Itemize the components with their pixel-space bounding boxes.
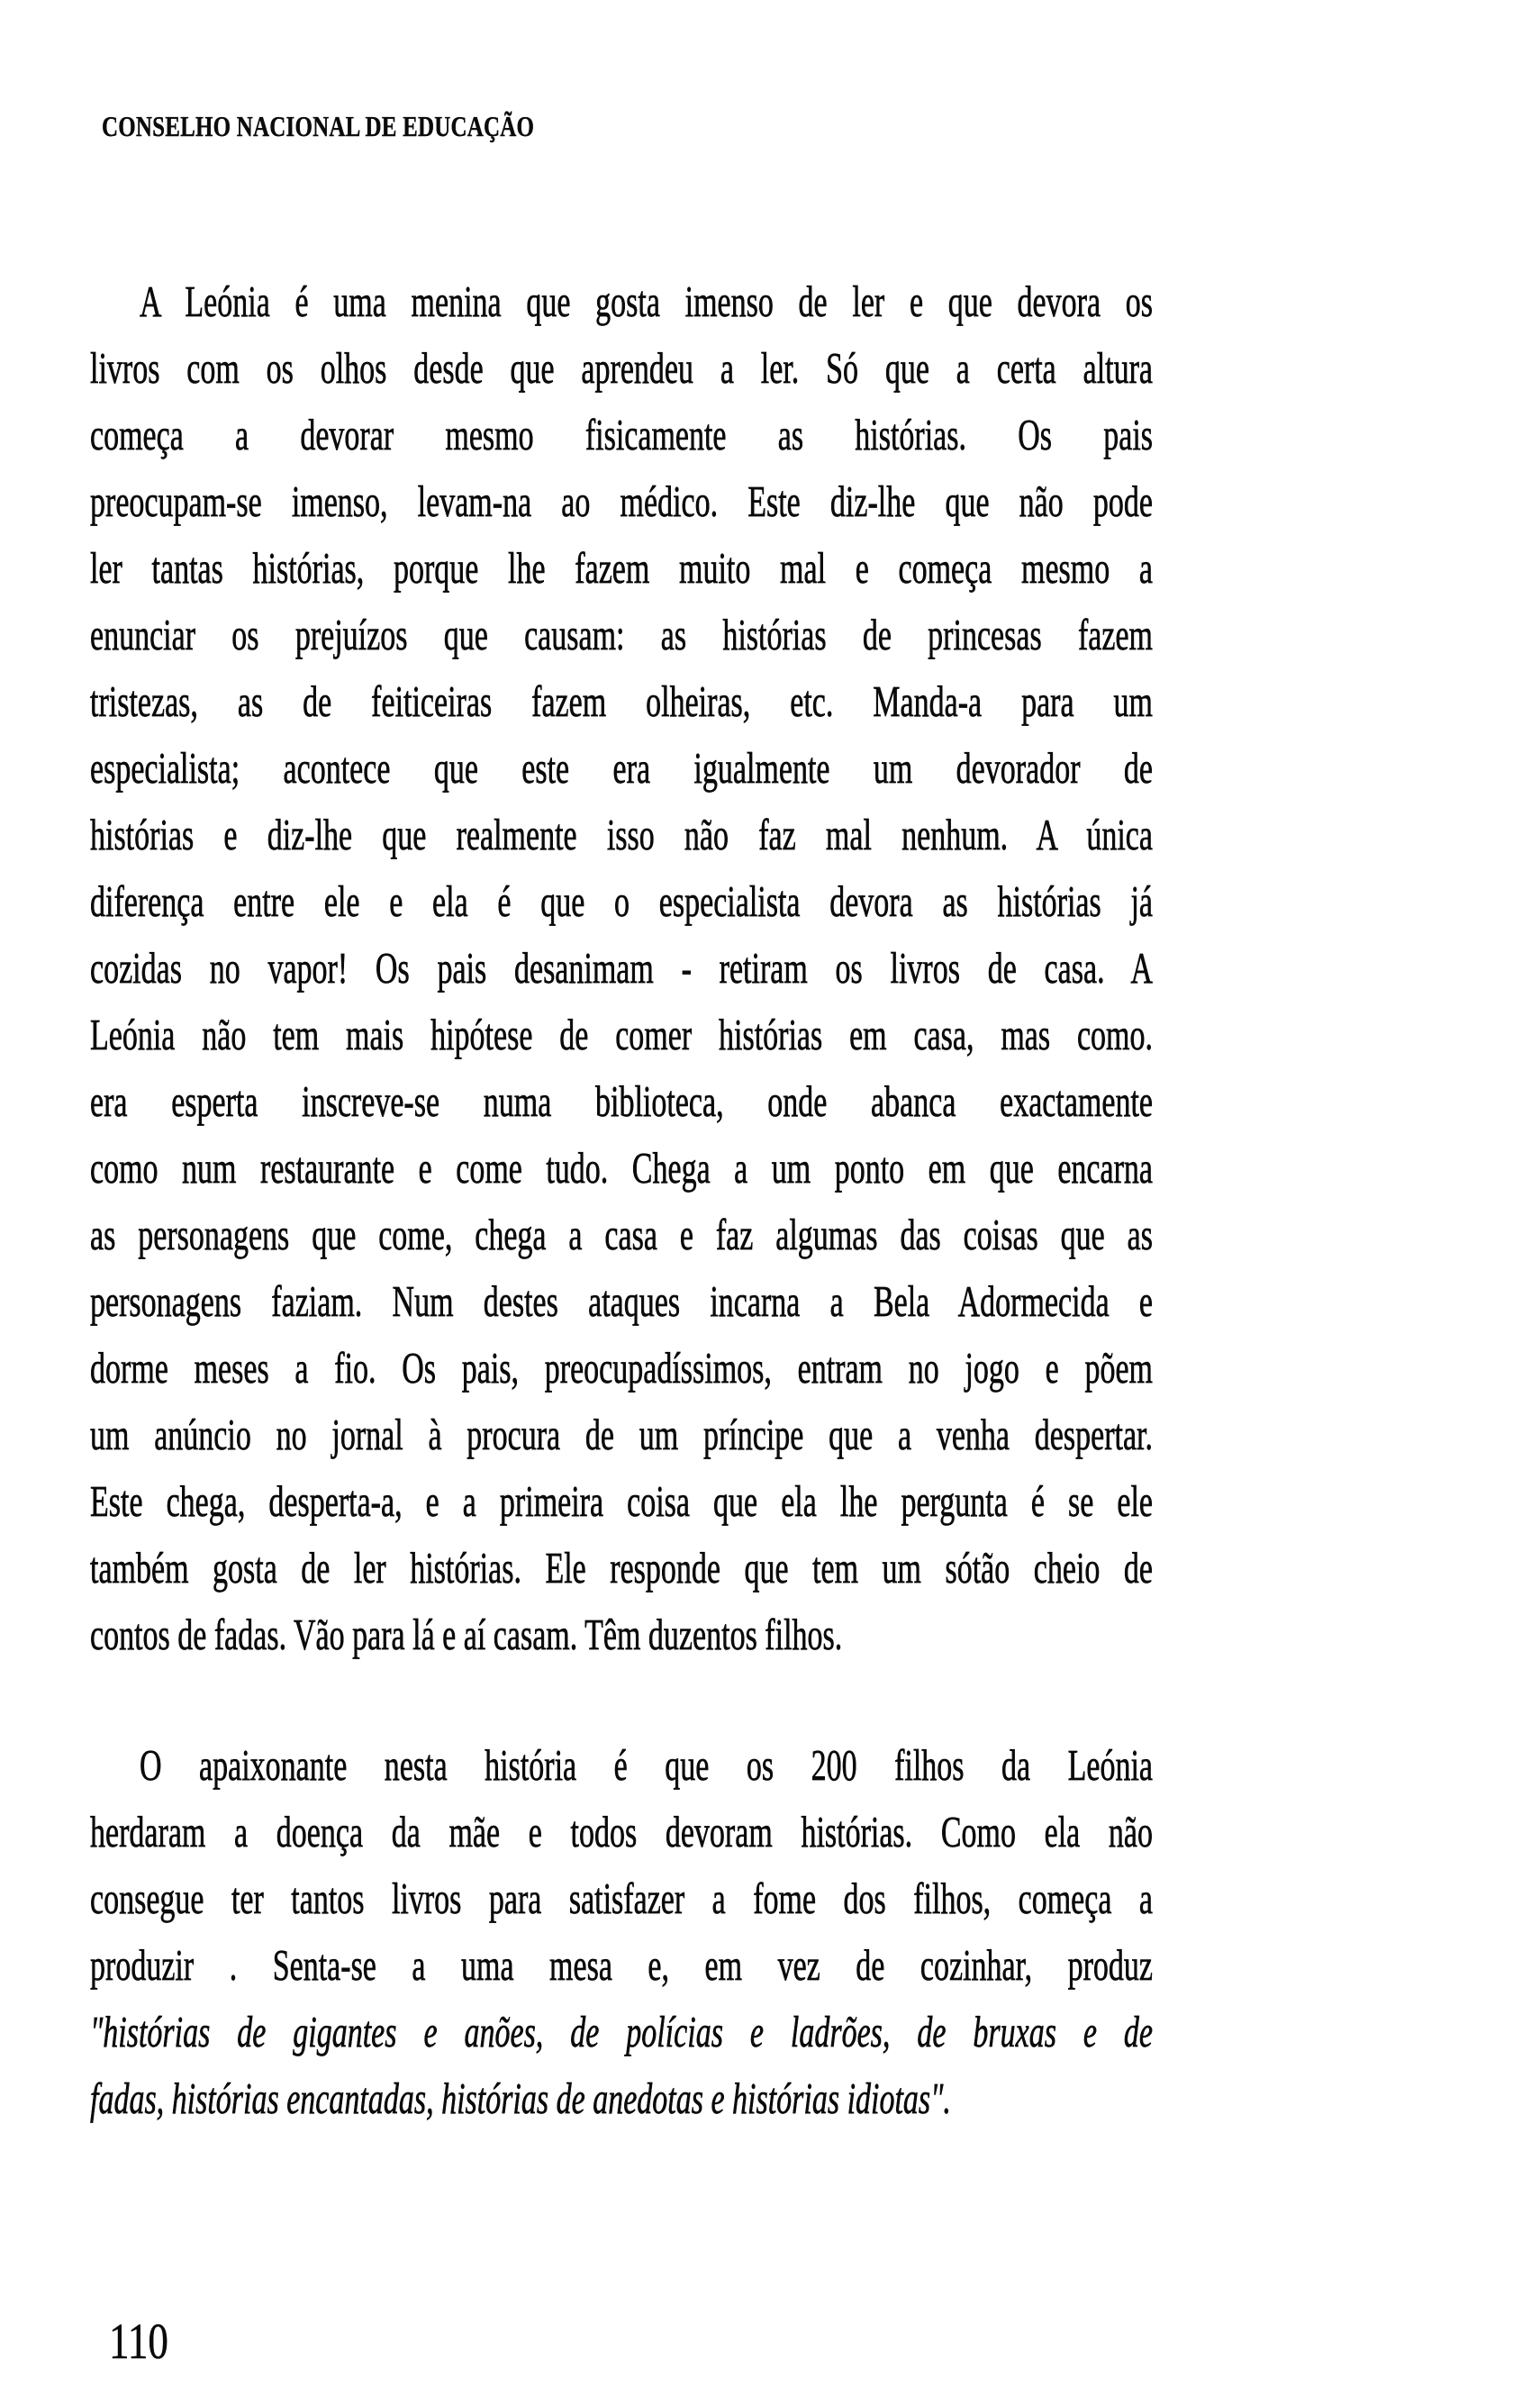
paragraph [90,1734,1153,2134]
text-line: as personagens que come, chega a casa e faz algumas das coisas que as [90,1212,1153,1260]
text-line: personagens faziam. Num destes ataques incarna a Bela Adormecida e [90,1279,1153,1327]
text-line: enunciar os prejuízos que causam: as histórias de princesas fazem [90,613,1153,660]
text-line: como num restaurante e come tudo. Chega a um ponto em que encarna [90,1146,1153,1193]
text-line: herdaram a doença da mãe e todos devoram histórias. Como ela não [90,1810,1153,1857]
body-text [90,270,1153,2134]
running-header: CONSELHO NACIONAL DE EDUCAÇÃO [102,112,535,143]
text-line: histórias e diz-lhe que realmente isso não faz mal nenhum. A única [90,812,1153,860]
text-line: fadas, histórias encantadas, histórias de anedotas e histórias idiotas". [90,2076,951,2124]
text-line: "histórias de gigantes e anões, de polícias e ladrões, de bruxas e de [90,2010,1153,2057]
text-line: também gosta de ler histórias. Ele responde que tem um sótão cheio de [90,1546,1153,1593]
text-line: tristezas, as de feiticeiras fazem olheiras, etc. Manda-a para um [90,679,1153,727]
text-line: Este chega, desperta-a, e a primeira coisa que ela lhe pergunta é se ele [90,1479,1153,1527]
text-line: O apaixonante nesta história é que os 200 filhos da Leónia [140,1743,1153,1791]
text-line: A Leónia é uma menina que gosta imenso de ler e que devora os [140,279,1153,327]
text-line: um anúncio no jornal à procura de um príncipe que a venha despertar. [90,1412,1153,1460]
text-line: dorme meses a fio. Os pais, preocupadíssimos, entram no jogo e põem [90,1346,1153,1393]
text-line: livros com os olhos desde que aprendeu a ler. Só que a certa altura [90,346,1153,394]
text-line: especialista; acontece que este era igualmente um devorador de [90,746,1153,794]
text-line: cozidas no vapor! Os pais desanimam - retiram os livros de casa. A [90,946,1153,994]
text-line: começa a devorar mesmo fisicamente as histórias. Os pais [90,413,1153,460]
text-line: era esperta inscreve-se numa biblioteca, onde abanca exactamente [90,1079,1153,1127]
page-number: 110 [109,2312,168,2370]
text-line: diferença entre ele e ela é que o especialista devora as histórias já [90,879,1153,927]
paragraph [90,270,1153,1670]
text-line: Leónia não tem mais hipótese de comer histórias em casa, mas como. [90,1012,1153,1060]
text-line: preocupam-se imenso, levam-na ao médico. Este diz-lhe que não pode [90,479,1153,527]
text-line: ler tantas histórias, porque lhe fazem muito mal e começa mesmo a [90,546,1153,594]
text-line: produzir . Senta-se a uma mesa e, em vez de cozinhar, produz [90,1943,1153,1991]
text-line: contos de fadas. Vão para lá e aí casam. Têm duzentos filhos. [90,1612,843,1660]
text-line: consegue ter tantos livros para satisfazer a fome dos filhos, começa a [90,1876,1153,1924]
